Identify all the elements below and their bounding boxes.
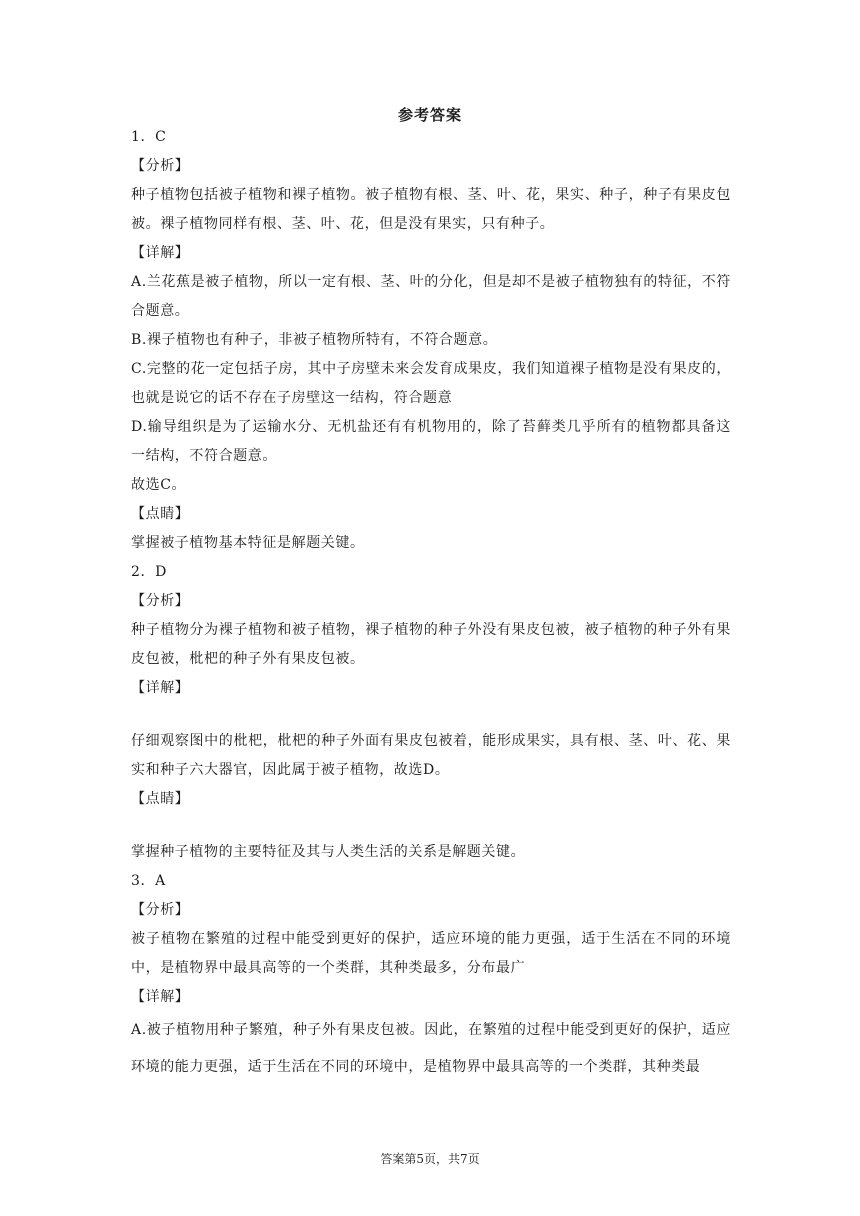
q1-analysis-text: 种子植物包括被子植物和裸子植物。被子植物有根、茎、叶、花，果实、种子，种子有果皮包被。裸子植物同样有根、茎、叶、花，但是没有果实，只有种子。 xyxy=(131,187,731,232)
q1-analysis-label: 【分析】 xyxy=(131,158,190,174)
page-footer: 答案第5页，共7页 xyxy=(380,1152,480,1166)
q1-option-c: C.完整的花一定包括子房，其中子房壁未来会发育成果皮，我们知道裸子植物是没有果皮的，也就是说它的话不存在子房壁这一结构，符合题意 xyxy=(131,361,731,406)
q2-analysis-label: 【分析】 xyxy=(131,593,190,609)
q3-detail-text: A.被子植物用种子繁殖，种子外有果皮包被。因此，在繁殖的过程中能受到更好的保护，适应环境的能力更强，适于生活在不同的环境中，是植物界中最具高等的一个类群，其种类最 xyxy=(131,1022,731,1075)
q1-option-b: B.裸子植物也有种子，非被子植物所特有，不符合题意。 xyxy=(131,332,498,348)
page-title: 参考答案 xyxy=(397,106,462,124)
q2-detail-label: 【详解】 xyxy=(131,680,190,696)
answer-content xyxy=(131,123,731,1086)
q2-analysis-text: 种子植物分为裸子植物和被子植物，裸子植物的种子外没有果皮包被，被子植物的种子外有果皮包被，枇杷的种子外有果皮包被。 xyxy=(131,622,731,667)
q3-detail-label: 【详解】 xyxy=(131,989,190,1005)
q3-analysis-label: 【分析】 xyxy=(131,902,190,918)
spacer xyxy=(131,814,731,838)
q3-analysis-text: 被子植物在繁殖的过程中能受到更好的保护，适应环境的能力更强，适于生活在不同的环境中，是植物界中最具高等的一个类群，其种类最多，分布最广 xyxy=(131,931,731,976)
q1-detail-label: 【详解】 xyxy=(131,245,190,261)
q1-comment-text: 掌握被子植物基本特征是解题关键。 xyxy=(131,535,365,551)
q1-answer: 1．C xyxy=(131,129,167,145)
q1-comment-label: 【点睛】 xyxy=(131,506,190,522)
q2-detail-text: 仔细观察图中的枇杷，枇杷的种子外面有果皮包被着，能形成果实，具有根、茎、叶、花、果实和种子六大器官，因此属于被子植物，故选D。 xyxy=(131,733,731,778)
spacer xyxy=(131,703,731,727)
q1-option-a: A.兰花蕉是被子植物，所以一定有根、茎、叶的分化，但是却不是被子植物独有的特征，不符合题意。 xyxy=(131,274,731,319)
q2-comment-text: 掌握种子植物的主要特征及其与人类生活的关系是解题关键。 xyxy=(131,844,526,860)
q1-conclusion: 故选C。 xyxy=(131,477,187,493)
q2-comment-label: 【点睛】 xyxy=(131,791,190,807)
q3-answer: 3．A xyxy=(131,873,166,889)
q2-answer: 2．D xyxy=(131,564,167,580)
q1-option-d: D.输导组织是为了运输水分、无机盐还有有机物用的，除了苔藓类几乎所有的植物都具备这一结构，不符合题意。 xyxy=(131,419,731,464)
